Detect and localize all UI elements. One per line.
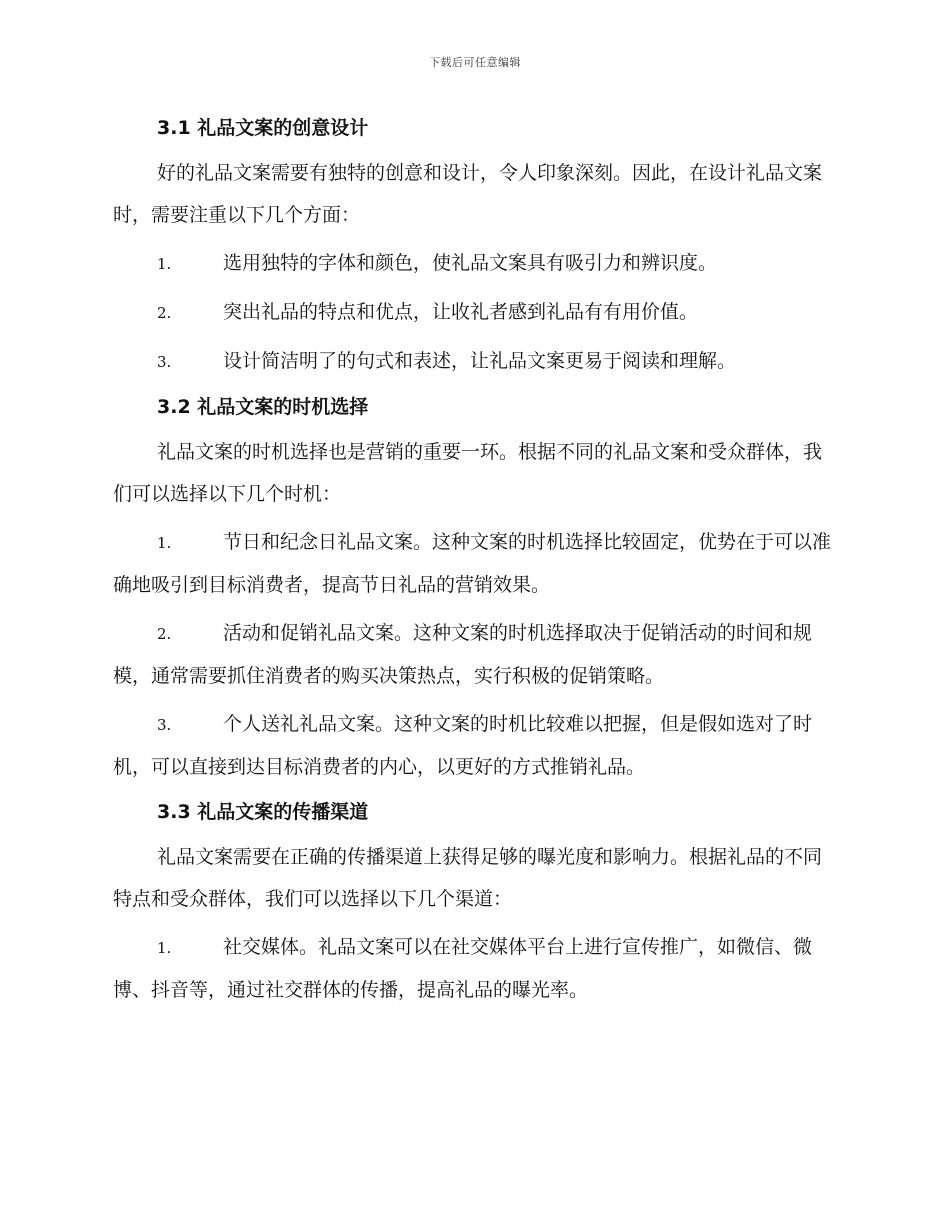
list-item <box>113 703 835 788</box>
list-number: 2. <box>157 304 172 322</box>
section-heading: 3.1 礼品文案的创意设计 <box>157 117 369 139</box>
list-item <box>113 291 835 334</box>
section-3-3 <box>113 794 835 1011</box>
list-item-text: 突出礼品的特点和优点，让收礼者感到礼品有有用价值。 <box>223 301 699 323</box>
list-item-text: 选用独特的字体和颜色，使礼品文案具有吸引力和辨识度。 <box>223 252 718 274</box>
section-heading: 3.3 礼品文案的传播渠道 <box>157 801 369 823</box>
list-item-text: 社交媒体。礼品文案可以在社交媒体平台上进行宣传推广，如微信、微博、抖音等，通过社交群体的传播，提高礼品的曝光率。 <box>113 936 813 1001</box>
section-3-1 <box>113 110 835 383</box>
list-number: 1. <box>157 939 172 957</box>
section-intro: 礼品文案需要在正确的传播渠道上获得足够的曝光度和影响力。根据礼品的不同特点和受众群体，我们可以选择以下几个渠道： <box>113 846 823 910</box>
list-item <box>113 521 835 606</box>
list-number: 3. <box>157 353 172 371</box>
list-item <box>113 612 835 697</box>
list-item <box>113 242 835 285</box>
section-3-2 <box>113 389 835 788</box>
list-item <box>113 926 835 1011</box>
list-item-text: 节日和纪念日礼品文案。这种文案的时机选择比较固定，优势在于可以准确地吸引到目标消费者，提高节日礼品的营销效果。 <box>113 531 832 596</box>
list-item <box>113 340 835 383</box>
page-header: 下载后可任意编辑 <box>429 56 521 69</box>
section-heading: 3.2 礼品文案的时机选择 <box>157 396 369 418</box>
list-item-text: 设计简洁明了的句式和表述，让礼品文案更易于阅读和理解。 <box>223 350 737 372</box>
list-number: 2. <box>157 625 172 643</box>
list-number: 1. <box>157 255 172 273</box>
section-intro: 礼品文案的时机选择也是营销的重要一环。根据不同的礼品文案和受众群体，我们可以选择以下几个时机： <box>113 441 823 505</box>
list-number: 3. <box>157 716 172 734</box>
list-item-text: 个人送礼礼品文案。这种文案的时机比较难以把握，但是假如选对了时机，可以直接到达目标消费者的内心，以更好的方式推销礼品。 <box>113 713 813 778</box>
document-body <box>113 110 835 1017</box>
list-item-text: 活动和促销礼品文案。这种文案的时机选择取决于促销活动的时间和规模，通常需要抓住消费者的购买决策热点，实行积极的促销策略。 <box>113 622 813 687</box>
list-number: 1. <box>157 534 172 552</box>
section-intro: 好的礼品文案需要有独特的创意和设计，令人印象深刻。因此，在设计礼品文案时，需要注重以下几个方面： <box>113 162 823 226</box>
